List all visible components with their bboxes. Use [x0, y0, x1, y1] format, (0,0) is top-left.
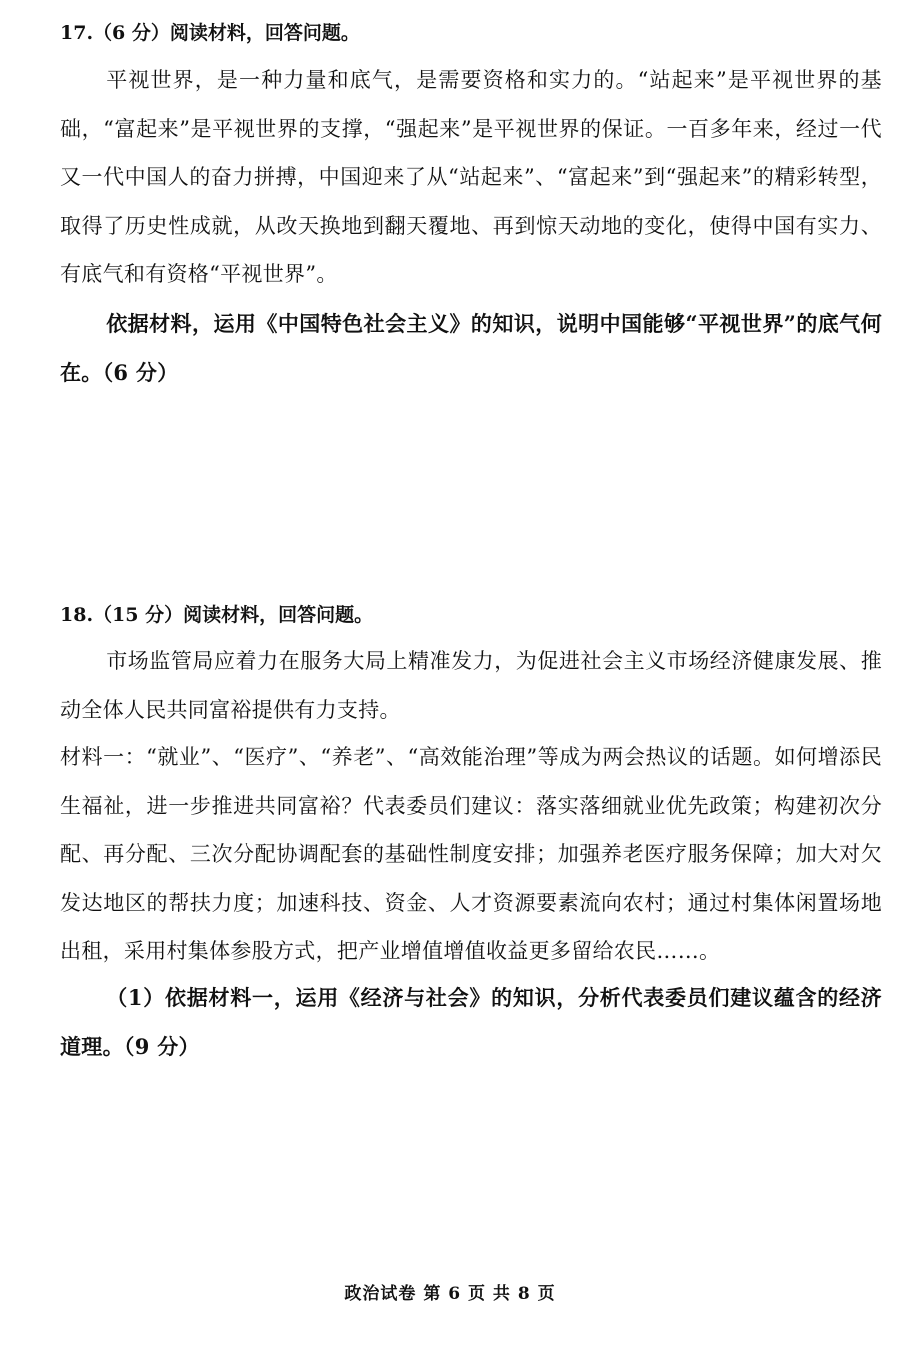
question-18-heading: 18.（15 分）阅读材料，回答问题。 [60, 604, 374, 626]
question-18-intro: 市场监管局应着力在服务大局上精准发力，为促进社会主义市场经济健康发展、推动全体人民共同富裕提供有力支持。 [60, 649, 882, 722]
answer-space-18 [60, 1075, 882, 1265]
question-18-sub-question-1: （1）依据材料一，运用《经济与社会》的知识，分析代表委员们建议蕴含的经济道理。（9 分） [60, 985, 882, 1059]
question-17-prompt: 依据材料，运用《中国特色社会主义》的知识，说明中国能够“平视世界”的底气何在。（6 分） [60, 311, 882, 385]
question-17-material: 平视世界，是一种力量和底气，是需要资格和实力的。“站起来”是平视世界的基础，“富起来”是平视世界的支撑，“强起来”是平视世界的保证。一百多年来，经过一代又一代中国人的奋力拼搏，中国迎来了从“站起来”、“富起来”到“强起来”的精彩转型，取得了历史性成就，从改天换地到翻天覆地、再到惊天动地的变化，使得中国有实力、有底气和有资格“平视世界”。 [60, 68, 882, 286]
page-footer: 政治试卷 第 6 页 共 8 页 [344, 1284, 556, 1304]
question-17-heading: 17.（6 分）阅读材料，回答问题。 [60, 22, 360, 44]
answer-space-17 [60, 400, 882, 590]
question-18-material-1: 材料一：“就业”、“医疗”、“养老”、“高效能治理”等成为两会热议的话题。如何增添民生福祉，进一步推进共同富裕？代表委员们建议：落实落细就业优先政策；构建初次分配、再分配、三次分配协调配套的基础性制度安排；加强养老医疗服务保障；加大对欠发达地区的帮扶力度；加速科技、资金、人才资源要素流向农村；通过村集体闲置场地出租，采用村集体参股方式，把产业增值增值收益更多留给农民……。 [60, 745, 882, 963]
